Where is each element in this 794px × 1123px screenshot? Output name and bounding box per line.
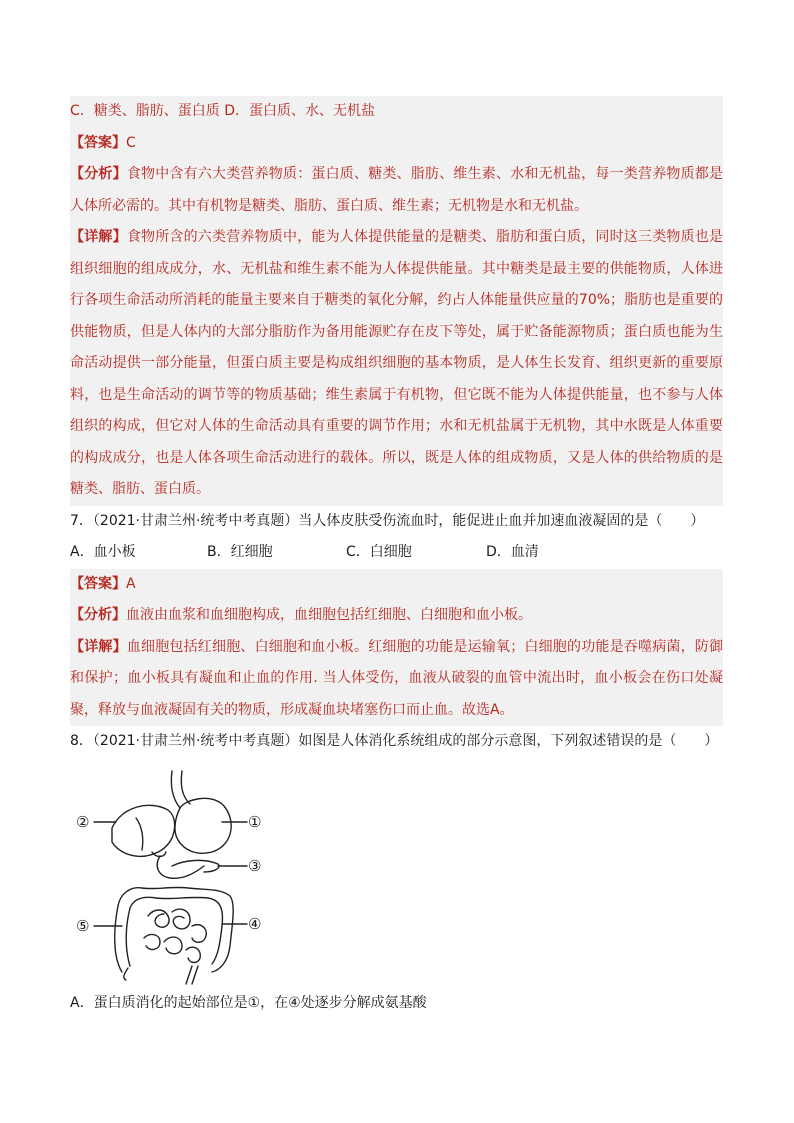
detail-text: 血细胞包括红细胞、白细胞和血小板。红细胞的功能是运输氧；白细胞的功能是吞噬病菌，防御和保护；血小板具有凝血和止血的作用. 当人体受伤，血液从破裂的血管中流出时，血小板会在伤口处凝聚，释放与血液凝固有关的物质，形成凝血块堵塞伤口而止血。故选A。 — [70, 638, 724, 718]
detail-label: 【详解】 — [70, 229, 127, 245]
q7-answer — [70, 569, 723, 601]
document-page — [70, 96, 723, 1019]
detail-label: 【详解】 — [70, 638, 127, 655]
q7-detail — [70, 632, 723, 727]
q7-options — [70, 537, 723, 569]
q7-option-a: A．血小板 — [70, 544, 136, 560]
q7-stem: 7．（2021·甘肃兰州·统考中考真题）当人体皮肤受伤流血时，能促进止血并加速血液凝固的是（ ） — [70, 512, 705, 529]
q7-option-b: B．红细胞 — [207, 544, 273, 560]
q7-option-d: D．血清 — [486, 544, 539, 560]
q7-analysis — [70, 600, 723, 632]
label-2: ② — [76, 812, 90, 831]
answer-label: 【答案】 — [70, 575, 126, 592]
analysis-label: 【分析】 — [70, 166, 127, 182]
answer-label: 【答案】 — [70, 134, 126, 151]
label-1: ① — [248, 812, 262, 831]
label-3: ③ — [248, 856, 262, 875]
analysis-text: 血液由血浆和血细胞构成，血细胞包括红细胞、白细胞和血小板。 — [126, 607, 532, 623]
answer-value: A — [126, 575, 136, 592]
label-5: ⑤ — [76, 916, 90, 935]
analysis-text: 食物中含有六大类营养物质：蛋白质、糖类、脂肪、维生素、水和无机盐，每一类营养物质都是人体所必需的。其中有机物是糖类、脂肪、蛋白质、维生素；无机物是水和无机盐。 — [70, 166, 724, 214]
q6-answer — [70, 128, 723, 160]
label-4: ④ — [248, 914, 262, 933]
q6-option-cd: C．糖类、脂肪、蛋白质 D．蛋白质、水、无机盐 — [70, 103, 376, 119]
analysis-label: 【分析】 — [70, 607, 126, 623]
q8-option-a: A．蛋白质消化的起始部位是①，在④处逐步分解成氨基酸 — [70, 994, 427, 1011]
q6-analysis — [70, 159, 723, 222]
q6-detail — [70, 222, 723, 506]
digestive-system-figure — [72, 766, 272, 986]
q8-stem: 8．（2021·甘肃兰州·统考中考真题）如图是人体消化系统组成的部分示意图，下列叙述错误的是（ ） — [70, 733, 719, 749]
detail-text: 食物所含的六类营养物质中，能为人体提供能量的是糖类、脂肪和蛋白质，同时这三类物质也是组织细胞的组成成分，水、无机盐和维生素不能为人体提供能量。其中糖类是最主要的供能物质，人体进行各项生命活动所消耗的能量主要来自于糖类的氧化分解，约占人体能量供应量的70%；脂肪也是重要的供能物质，但是人体内的大部分脂肪作为备用能源贮存在皮下等处，属于贮备能源物质；蛋白质也能为生命活动提供一部分能量，但蛋白质主要是构成组织细胞的基本物质，是人体生长发育、组织更新的重要原料，也是生命活动的调节等的物质基础；维生素属于有机物，但它既不能为人体提供能量，也不参与人体组织的构成，但它对人体的生命活动具有重要的调节作用；水和无机盐属于无机物，其中水既是人体重要的构成成分，也是人体各项生命活动进行的载体。所以，既是人体的组成物质，又是人体的供给物质的是糖类、脂肪、蛋白质。 — [70, 229, 724, 497]
q6-solution-block — [70, 96, 723, 506]
q7-solution-block — [70, 569, 723, 727]
q7-option-c: C．白细胞 — [346, 544, 412, 560]
answer-value: C — [126, 134, 136, 151]
digestive-system-drawing — [72, 766, 272, 986]
